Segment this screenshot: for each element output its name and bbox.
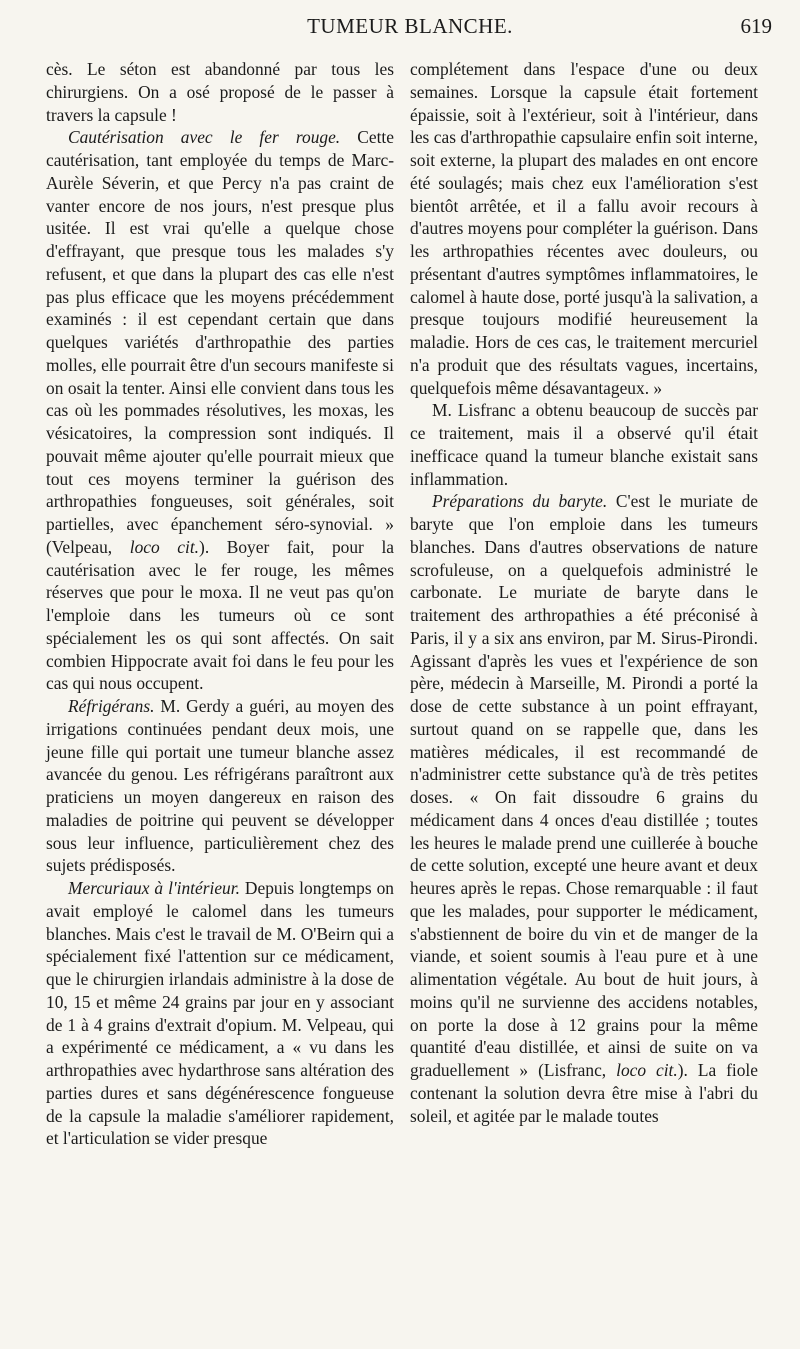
paragraph-lisfranc: [410, 399, 758, 490]
paragraph: [410, 58, 758, 399]
paragraph-text: Cette cautérisation, tant employée du temps de Marc-Aurèle Séverin, et que Percy n'a pas craint de vanter encore de nos jours, n'est presque plus usitée. Il est vrai qu'elle a quelque chose d'effrayant, que presque tous les malades s'y refusent, et que dans la plupart des cas elle n'est pas plus efficace que les moyens précédemment examinés : il est cependant certain que dans quelques variétés d'arthropathie des parties molles, elle pourrait être d'un secours manifeste si on osait la tenter. Ainsi elle convient dans tous les cas où les pommades résolutives, les moxas, les vésicatoires, la compression sont indiqués. Il pouvait même ajouter qu'elle pourrait mieux que tout ces moyens terminer la guérison des arthropathies fongueuses, soit générales, soit partielles, avec épanchement séro-synovial. » (Velpeau,: [46, 127, 394, 557]
citation-ref: loco cit.: [616, 1060, 678, 1080]
right-column: [410, 58, 758, 1127]
paragraph-text: ). La fiole contenant la solution devra être mise à l'abri du soleil, et agitée par le malade toutes: [410, 1060, 758, 1126]
paragraph-refrigerans: [46, 695, 394, 877]
paragraph-cauterisation: [46, 126, 394, 695]
running-title: TUMEUR BLANCHE.: [307, 14, 513, 38]
left-column: [46, 58, 394, 1150]
citation-ref: loco cit.: [129, 536, 200, 557]
section-heading: Cautérisation avec le fer rouge.: [68, 127, 341, 148]
section-heading: Mercuriaux à l'intérieur.: [68, 878, 240, 898]
paragraph-text: M. Gerdy a guéri, au moyen des irrigations continuées pendant deux mois, une jeune fille qui portait une tumeur blanche assez avancée du genou. Les réfrigérans paraîtront aux praticiens un moyen dangereux en raison des maladies de poitrine qui peuvent se développer sous leur influence, particulièrement chez des sujets prédisposés.: [46, 696, 394, 876]
page-number: 619: [740, 14, 772, 38]
paragraph-text: C'est le muriate de baryte que l'on emploie dans les tumeurs blanches. Dans d'autres observations de nature scrofuleuse, on a quelquefois administré le carbonate. Le muriate de baryte dans le traitement des arthropathies a été préconisé à Paris, il y a six ans environ, par M. Sirus-Pirondi. Agissant d'après les vues et l'expérience de son père, médecin à Marseille, M. Pirondi a porté la dose de cette substance à un point effrayant, surtout quand on se rappelle que, dans les matières médicales, il est recommandé de n'administrer cette substance qu'à de très petites doses. « On fait dissoudre 6 grains du médicament dans 4 onces d'eau distillée ; toutes les heures le malade prend une cuillerée à bouche de cette solution, excepté une heure avant et deux heures après le repas. Chose remarquable : il faut que les malades, pour supporter le médicament, s'abstiennent de boire du vin et de manger de la viande, et soient soumis à l'eau pure et à une alimentation végétale. Au bout de huit jours, à moins qu'il ne survienne des accidens notables, on porte la dose à 12 grains pour la même quantité d'eau distillée, et ainsi de suite on va graduellement » (Lisfranc,: [410, 491, 758, 1080]
paragraph-text: complétement dans l'espace d'une ou deux semaines. Lorsque la capsule était fortement épaissie, soit à l'extérieur, soit à l'intérieur, dans les cas d'arthropathie capsulaire enfin soit interne, soit externe, la plupart des malades en ont encore été soulagés; mais chez eux l'amélioration s'est bientôt arrêtée, et il a fallu avoir recours à d'autres moyens pour compléter la guérison. Dans les arthropathies récentes avec douleurs, ou présentant d'autres symptômes inflammatoires, le calomel à haute dose, porté jusqu'à la salivation, a presque toujours modifié heureusement la maladie. Hors de ces cas, le traitement mercuriel n'a produit que des résultats vagues, incertains, quelquefois même désavantageux. »: [410, 59, 758, 398]
page-header: [48, 14, 772, 44]
paragraph-mercuriaux: [46, 877, 394, 1150]
paragraph: [46, 58, 394, 126]
paragraph-text: Depuis longtemps on avait employé le calomel dans les tumeurs blanches. Mais c'est le travail de M. O'Beirn qui a spécialement fixé l'attention sur ce médicament, que le chirurgien irlandais administre à la dose de 10, 15 et même 24 grains par jour en y associant de 1 à 4 grains d'extrait d'opium. M. Velpeau, qui a expérimenté ce médicament, a « vu dans les arthropathies avec hydarthrose sans altération des parties dures et sans dégénérescence fongueuse de la capsule la maladie s'améliorer rapidement, et l'articulation se vider presque: [46, 878, 394, 1149]
paragraph-baryte: [410, 490, 758, 1127]
section-heading: Préparations du baryte.: [432, 491, 608, 512]
paragraph-text: M. Lisfranc a obtenu beaucoup de succès par ce traitement, mais il a observé qu'il était inefficace quand la tumeur blanche existait sans inflammation.: [410, 400, 758, 489]
section-heading: Réfrigérans.: [68, 696, 155, 716]
paragraph-text: cès. Le séton est abandonné par tous les chirurgiens. On a osé proposé de le passer à travers la capsule !: [46, 59, 394, 125]
paragraph-text: ). Boyer fait, pour la cautérisation avec le fer rouge, les mêmes réserves que pour le moxa. Il ne veut pas qu'on l'emploie dans les tumeurs où ce sont spécialement les os qui sont affectés. On sait combien Hippocrate avait foi dans le feu pour les cas qui nous occupent.: [46, 536, 394, 694]
